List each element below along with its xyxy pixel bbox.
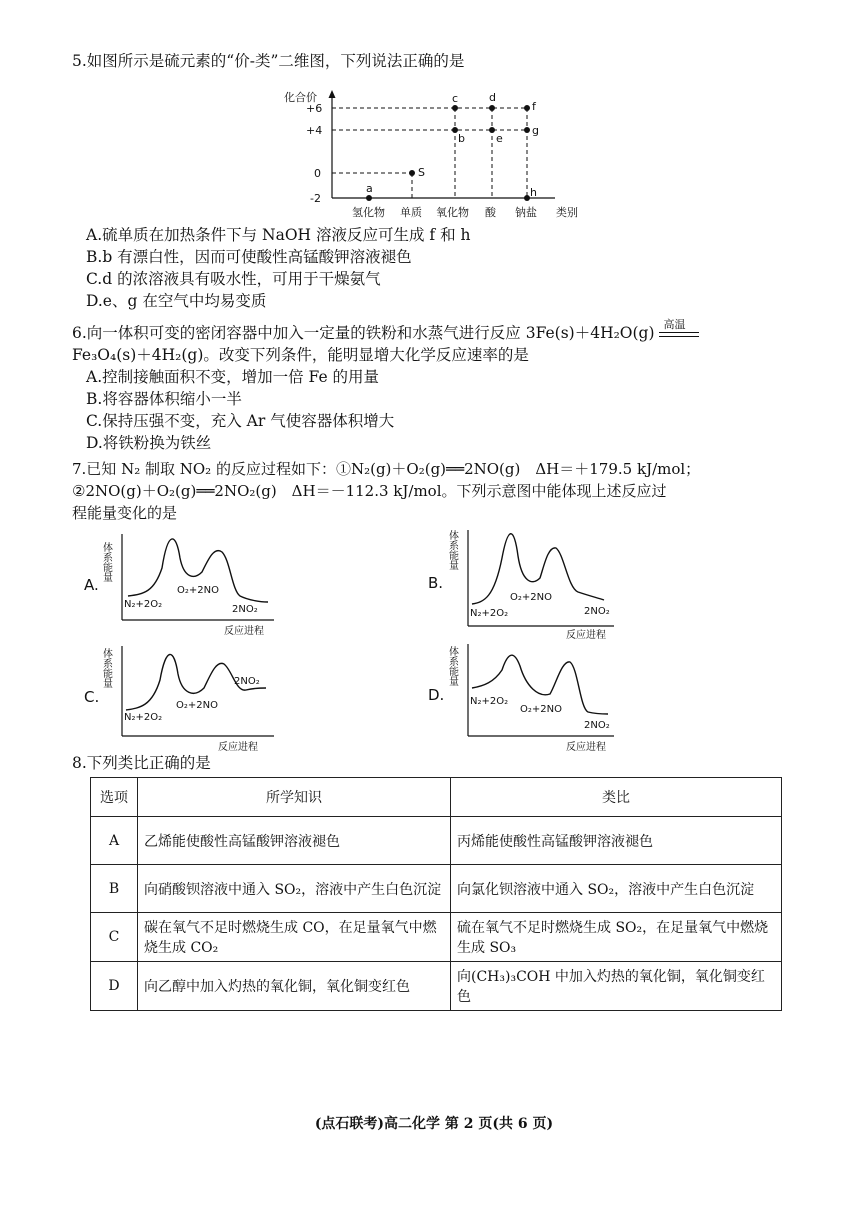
point-S — [409, 170, 415, 176]
option-d: D.e、g 在空气中均易变质 — [86, 292, 267, 310]
mid-species: O₂+2NO — [520, 704, 562, 715]
q5-options — [72, 224, 812, 312]
cell-knowledge: 向硝酸钡溶液中通入 SO₂，溶液中产生白色沉淀 — [138, 865, 451, 913]
point-a — [366, 195, 372, 201]
y-tick: 0 — [314, 167, 321, 180]
energy-diagram-b — [428, 528, 628, 640]
point-g — [524, 127, 530, 133]
cell-knowledge: 向乙醇中加入灼热的氧化铜，氧化铜变红色 — [138, 962, 451, 1011]
table-row — [91, 913, 782, 962]
option-b: B.b 有漂白性，因而可使酸性高锰酸钾溶液褪色 — [86, 248, 412, 266]
start-species: N₂+2O₂ — [124, 599, 163, 610]
x-label: 反应进程 — [566, 742, 606, 753]
energy-diagram-c — [84, 642, 284, 754]
cell-analogy: 硫在氧气不足时燃烧生成 SO₂，在足量氧气中燃烧生成 SO₃ — [451, 913, 782, 962]
cell-option: D — [91, 962, 138, 1011]
option-label: D. — [428, 686, 445, 704]
x-label: 反应进程 — [218, 742, 258, 753]
cell-option: C — [91, 913, 138, 962]
q7-stem-line2: ②2NO(g)＋O₂(g)══2NO₂(g) ΔH＝－112.3 kJ/mol。下列示意图中能体现上述反应过 — [72, 482, 667, 500]
end-species: 2NO₂ — [584, 720, 610, 731]
energy-diagram-d — [428, 642, 628, 754]
point-c — [452, 105, 458, 111]
point-label-h: h — [530, 186, 537, 199]
x-category: 钠盐 — [515, 206, 537, 219]
option-a: A.控制接触面积不变，增加一倍 Fe 的用量 — [86, 368, 380, 386]
point-label-S: S — [418, 166, 425, 179]
q6-stem-text: 6.向一体积可变的密闭容器中加入一定量的铁粉和水蒸气进行反应 3Fe(s)＋4H₂O(g) — [72, 324, 655, 342]
mid-species: O₂+2NO — [176, 700, 218, 711]
cell-option: B — [91, 865, 138, 913]
y-label: 体系能量 — [100, 648, 112, 688]
y-tick: +6 — [306, 102, 323, 115]
y-tick: -2 — [310, 192, 321, 205]
point-label-f: f — [532, 100, 536, 113]
table-row — [91, 865, 782, 913]
option-a: A.硫单质在加热条件下与 NaOH 溶液反应可生成 f 和 h — [86, 226, 471, 244]
end-species: 2NO₂ — [232, 604, 258, 615]
x-category: 氧化物 — [436, 206, 469, 219]
analogy-table — [90, 777, 782, 1011]
energy-diagram-a — [84, 528, 284, 640]
option-label: B. — [428, 574, 444, 592]
x-axis-label: 类别 — [556, 206, 578, 219]
cell-knowledge: 碳在氧气不足时燃烧生成 CO，在足量氧气中燃烧生成 CO₂ — [138, 913, 451, 962]
header-analogy: 类比 — [451, 778, 782, 817]
y-tick: +4 — [306, 124, 323, 137]
option-c: C.d 的浓溶液具有吸水性，可用于干燥氨气 — [86, 270, 381, 288]
y-label: 体系能量 — [446, 530, 458, 570]
reaction-condition-arrow — [659, 318, 699, 344]
end-species: 2NO₂ — [584, 606, 610, 617]
header-option: 选项 — [91, 778, 138, 817]
q6-stem-line2: Fe₃O₄(s)＋4H₂(g)。改变下列条件，能明显增大化学反应速率的是 — [72, 346, 529, 364]
question-8 — [72, 752, 812, 774]
x-category: 单质 — [400, 206, 422, 219]
option-label: A. — [84, 576, 99, 594]
cell-option: A — [91, 817, 138, 865]
table-row — [91, 962, 782, 1011]
header-knowledge: 所学知识 — [138, 778, 451, 817]
x-label: 反应进程 — [224, 626, 264, 637]
mid-species: O₂+2NO — [510, 592, 552, 603]
point-label-d: d — [489, 91, 496, 104]
option-b: B.将容器体积缩小一半 — [86, 390, 242, 408]
point-label-c: c — [452, 92, 459, 105]
mid-species: O₂+2NO — [177, 585, 219, 596]
question-5 — [72, 50, 812, 72]
question-6 — [72, 318, 812, 454]
page-footer: (点石联考)高二化学 第 2 页(共 6 页) — [314, 1116, 554, 1132]
q6-stem-line1 — [72, 318, 812, 344]
option-c: C.保持压强不变，充入 Ar 气使容器体积增大 — [86, 412, 395, 430]
option-label: C. — [84, 688, 100, 706]
x-category: 氢化物 — [352, 206, 385, 219]
cell-analogy: 向氯化钡溶液中通入 SO₂，溶液中产生白色沉淀 — [451, 865, 782, 913]
y-axis-label: 化合价 — [284, 91, 317, 104]
end-species: 2NO₂ — [234, 676, 260, 687]
condition-label: 高温 — [663, 318, 686, 331]
cell-knowledge: 乙烯能使酸性高锰酸钾溶液褪色 — [138, 817, 451, 865]
q5-stem: 5.如图所示是硫元素的“价-类”二维图，下列说法正确的是 — [72, 52, 465, 70]
point-f — [524, 105, 530, 111]
cell-analogy: 丙烯能使酸性高锰酸钾溶液褪色 — [451, 817, 782, 865]
point-label-g: g — [532, 124, 539, 137]
x-category: 酸 — [485, 206, 496, 219]
point-label-e: e — [496, 132, 503, 145]
q7-stem-line1: 7.已知 N₂ 制取 NO₂ 的反应过程如下：①N₂(g)＋O₂(g)══2NO(g) ΔH＝＋179.5 kJ/mol； — [72, 460, 701, 478]
point-e — [489, 127, 495, 133]
table-row — [91, 817, 782, 865]
point-label-a: a — [366, 182, 373, 195]
q8-stem: 8.下列类比正确的是 — [72, 754, 211, 772]
x-label: 反应进程 — [566, 630, 606, 641]
q7-stem-line3: 程能量变化的是 — [72, 504, 178, 522]
start-species: N₂+2O₂ — [470, 608, 509, 619]
point-label-b: b — [458, 132, 465, 145]
option-d: D.将铁粉换为铁丝 — [86, 434, 212, 452]
start-species: N₂+2O₂ — [124, 712, 163, 723]
point-d — [489, 105, 495, 111]
y-label: 体系能量 — [446, 646, 458, 686]
question-7 — [72, 458, 812, 524]
equals-sign — [659, 332, 699, 337]
y-label: 体系能量 — [100, 542, 112, 582]
cell-analogy: 向(CH₃)₃COH 中加入灼热的氧化铜，氧化铜变红色 — [451, 962, 782, 1011]
valence-class-diagram — [284, 88, 610, 222]
start-species: N₂+2O₂ — [470, 696, 509, 707]
